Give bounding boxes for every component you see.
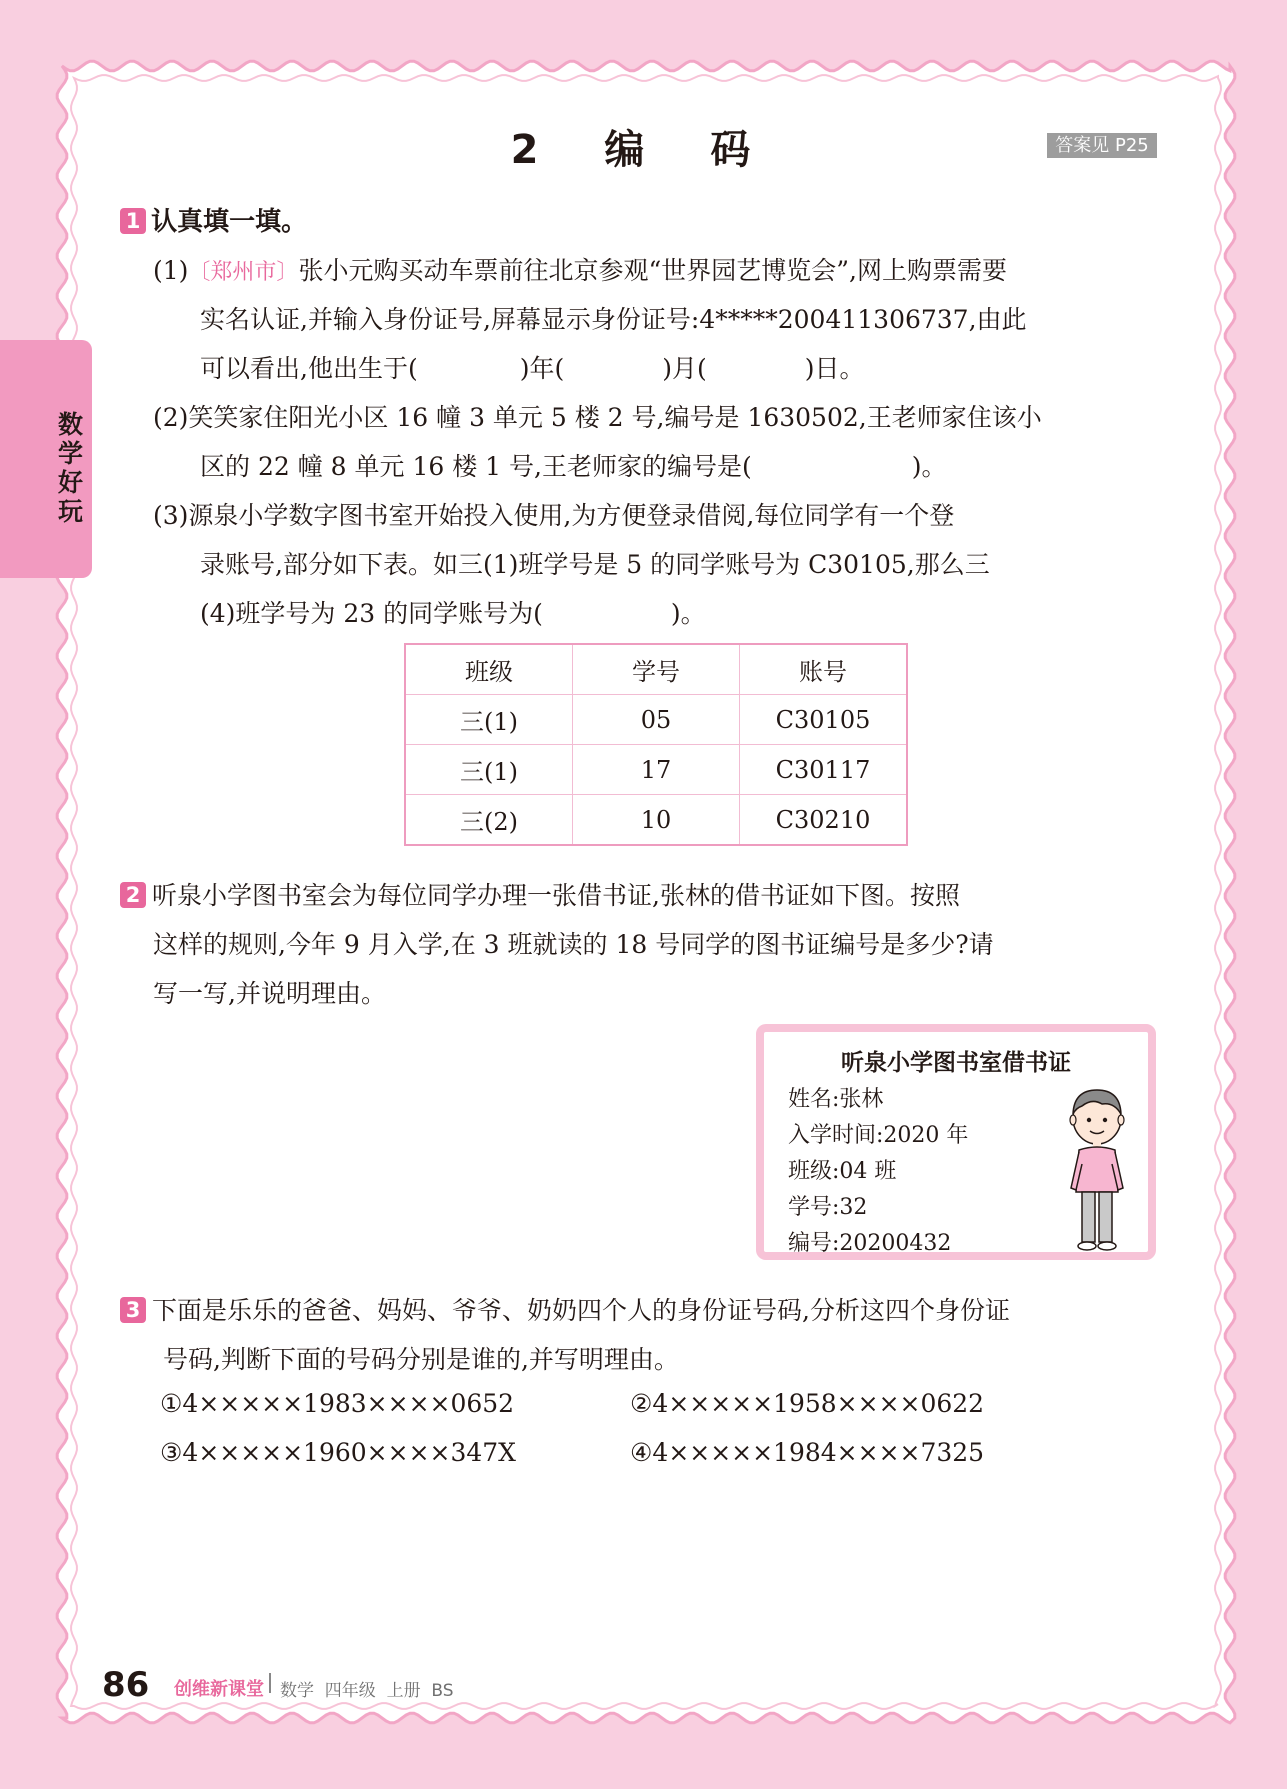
side-tab-label: 数学好玩: [58, 410, 84, 526]
page-title: 2 编 码: [510, 127, 777, 173]
card-code: 编号:20200432: [788, 1231, 952, 1256]
table-row: [405, 695, 907, 745]
q3-number-badge: 3: [120, 1297, 146, 1323]
q3-text1: 下面是乐乐的爸爸、妈妈、爷爷、奶奶四个人的身份证号码,分析这四个身份证: [152, 1296, 1010, 1325]
table-cell: C30117: [740, 745, 908, 795]
id-number-3: ③4×××××1960××××347X: [160, 1438, 516, 1467]
boy-illustration: [1062, 1084, 1132, 1254]
account-table: [404, 643, 908, 846]
q1-p1-text3b: )年(: [519, 354, 565, 383]
footer-brand: 创维新课堂: [174, 1679, 264, 1700]
q1-p2-line1: (2)笑笑家住阳光小区 16 幢 3 单元 5 楼 2 号,编号是 1630502,王老师家住该小: [153, 403, 1042, 432]
table-cell: 17: [573, 745, 740, 795]
q1-p1-text3d: )日。: [804, 354, 865, 383]
card-class: 班级:04 班: [788, 1159, 897, 1184]
q1-heading: [120, 201, 307, 238]
card-enroll-time: 入学时间:2020 年: [788, 1123, 969, 1148]
q2-line2: 这样的规则,今年 9 月入学,在 3 班就读的 18 号同学的图书证编号是多少?请: [153, 930, 994, 959]
answer-reference-badge: 答案见 P25: [1047, 133, 1157, 158]
q1-number-badge: 1: [120, 208, 146, 234]
footer-book-info: 数学 四年级 上册 BS: [280, 1681, 454, 1701]
table-row: [405, 795, 907, 846]
city-tag: 〔郑州市〕: [188, 260, 299, 285]
q2-number-badge: 2: [120, 882, 146, 908]
table-cell: C30210: [740, 795, 908, 846]
q1-p1-text3c: )月(: [662, 354, 707, 383]
q2-line1: [120, 876, 960, 912]
id-number-4: ④4×××××1984××××7325: [630, 1438, 985, 1467]
library-card-title: 听泉小学图书室借书证: [841, 1050, 1071, 1076]
q1-p2-text2a: 区的 22 幢 8 单元 16 楼 1 号,王老师家的编号是(: [200, 452, 752, 481]
q1-p1-line3: [200, 349, 865, 385]
table-cell: 10: [573, 795, 740, 846]
side-tab: [0, 340, 92, 578]
q1-p1-prefix: (1): [153, 256, 189, 285]
q1-p2-text2b: )。: [911, 452, 947, 481]
page-number: 86: [102, 1665, 150, 1705]
q1-p3-text3b: )。: [670, 599, 706, 628]
table-header-row: [405, 644, 907, 695]
id-number-1: ①4×××××1983××××0652: [160, 1389, 515, 1418]
table-cell: C30105: [740, 695, 908, 745]
q3-line1: [120, 1291, 1010, 1327]
id-number-2: ②4×××××1958××××0622: [630, 1389, 985, 1418]
card-name: 姓名:张林: [788, 1087, 884, 1112]
q1-p3-line1: (3)源泉小学数字图书室开始投入使用,为方便登录借阅,每位同学有一个登: [153, 501, 955, 530]
q1-p1-line1: [153, 251, 1007, 287]
q2-line3: 写一写,并说明理由。: [153, 979, 386, 1008]
footer-divider: [269, 1673, 271, 1693]
q1-p3-line3: [200, 594, 706, 630]
q1-heading-text: 认真填一填。: [151, 207, 308, 237]
q1-p2-line2: [200, 447, 946, 483]
q1-p1-text1: 张小元购买动车票前往北京参观“世界园艺博览会”,网上购票需要: [298, 256, 1007, 285]
table-header-cell: 班级: [405, 644, 573, 695]
table-cell: 05: [573, 695, 740, 745]
q1-p3-text3a: (4)班学号为 23 的同学账号为(: [200, 599, 543, 628]
q3-line2: 号码,判断下面的号码分别是谁的,并写明理由。: [163, 1345, 679, 1374]
table-header-cell: 账号: [740, 644, 908, 695]
q1-p1-text3a: 可以看出,他出生于(: [200, 354, 418, 383]
table-cell: 三(1): [405, 745, 573, 795]
table-header-cell: 学号: [573, 644, 740, 695]
table-row: [405, 745, 907, 795]
table-cell: 三(1): [405, 695, 573, 745]
card-student-number: 学号:32: [788, 1195, 868, 1220]
q1-p3-line2: 录账号,部分如下表。如三(1)班学号是 5 的同学账号为 C30105,那么三: [200, 550, 990, 579]
q1-p1-line2: 实名认证,并输入身份证号,屏幕显示身份证号:4*****200411306737,由此: [200, 305, 1027, 334]
library-card: [756, 1024, 1156, 1260]
q2-text1: 听泉小学图书室会为每位同学办理一张借书证,张林的借书证如下图。按照: [152, 881, 960, 910]
table-cell: 三(2): [405, 795, 573, 846]
